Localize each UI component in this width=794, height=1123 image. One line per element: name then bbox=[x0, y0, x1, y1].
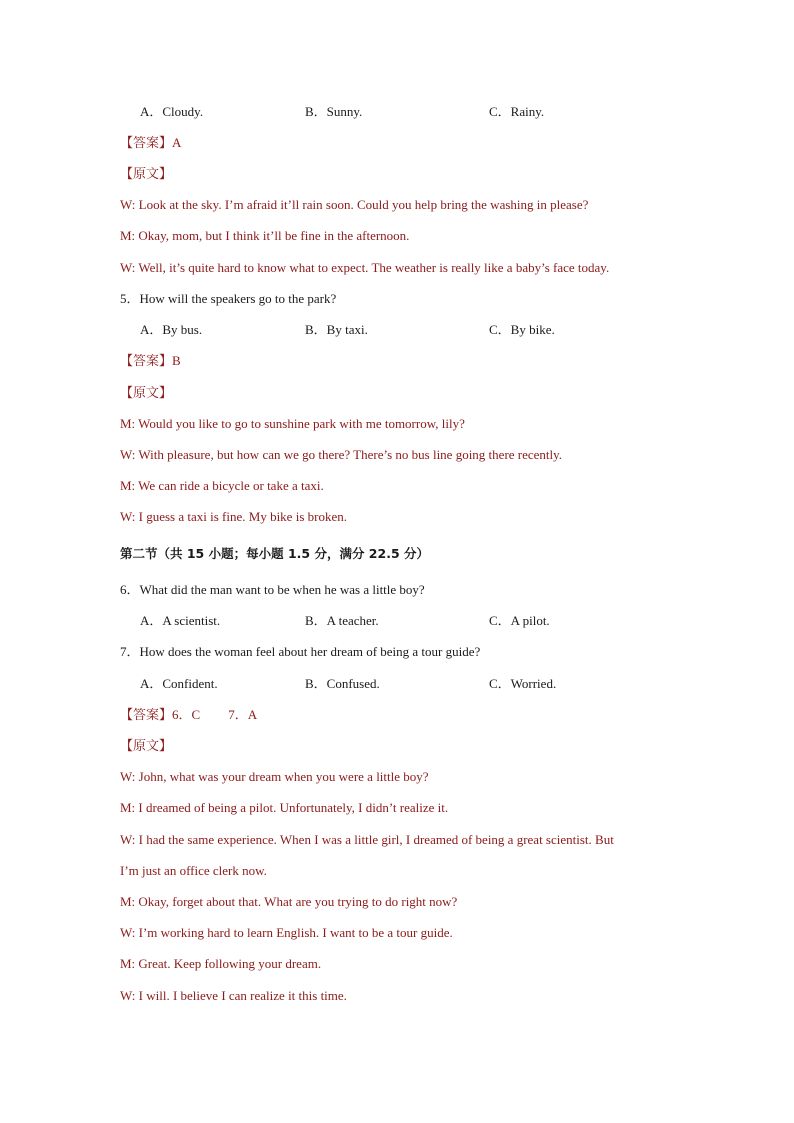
q7-option-b: B．Confused. bbox=[305, 676, 380, 691]
q5-question: 5．How will the speakers go to the park? bbox=[120, 291, 337, 306]
answer-value: A bbox=[172, 135, 182, 150]
transcript-line: W: Well, it’s quite hard to know what to expect. The weather is really like a baby’s face today. bbox=[120, 260, 610, 275]
q6-option-a: A．A scientist. bbox=[140, 613, 221, 628]
answer-label: 【答案】 bbox=[120, 707, 173, 722]
answer-label: 【答案】 bbox=[120, 135, 173, 150]
answer-value-6: 6．C bbox=[172, 707, 201, 722]
transcript-line: W: I’m working hard to learn English. I want to be a tour guide. bbox=[120, 925, 453, 940]
transcript-line: M: Okay, forget about that. What are you trying to do right now? bbox=[120, 894, 458, 909]
transcript-line: M: Great. Keep following your dream. bbox=[120, 956, 322, 971]
transcript-line: W: I had the same experience. When I was a little girl, I dreamed of being a great scientist. But bbox=[120, 832, 614, 847]
transcript-line: M: We can ride a bicycle or take a taxi. bbox=[120, 478, 324, 493]
answer-label: 【答案】 bbox=[120, 353, 173, 368]
q5-transcript-label: 【原文】 bbox=[120, 385, 173, 400]
transcript-line: W: I will. I believe I can realize it this time. bbox=[120, 988, 347, 1003]
q6-option-b: B．A teacher. bbox=[305, 613, 379, 628]
transcript-line: M: Would you like to go to sunshine park with me tomorrow, lily? bbox=[120, 416, 465, 431]
q7-option-c: C．Worried. bbox=[489, 676, 557, 691]
transcript-line: M: Okay, mom, but I think it’ll be fine in the afternoon. bbox=[120, 228, 410, 243]
transcript-line: I’m just an office clerk now. bbox=[120, 863, 267, 878]
transcript-line: W: John, what was your dream when you were a little boy? bbox=[120, 769, 429, 784]
transcript-line: W: I guess a taxi is fine. My bike is broken. bbox=[120, 509, 347, 524]
q4-option-b: B．Sunny. bbox=[305, 104, 363, 119]
transcript-line: W: Look at the sky. I’m afraid it’ll rain soon. Could you help bring the washing in please? bbox=[120, 197, 589, 212]
q4-option-a: A．Cloudy. bbox=[140, 104, 204, 119]
q6-question: 6．What did the man want to be when he was a little boy? bbox=[120, 582, 425, 597]
answer-value: B bbox=[172, 353, 181, 368]
q5-answer bbox=[120, 353, 181, 369]
q7-option-a: A．Confident. bbox=[140, 676, 218, 691]
q5-option-c: C．By bike. bbox=[489, 322, 555, 337]
q4-transcript-label: 【原文】 bbox=[120, 166, 173, 181]
q6-option-c: C．A pilot. bbox=[489, 613, 550, 628]
q5-option-a: A．By bus. bbox=[140, 322, 203, 337]
q4-option-c: C．Rainy. bbox=[489, 104, 545, 119]
transcript-line: M: I dreamed of being a pilot. Unfortunately, I didn’t realize it. bbox=[120, 800, 449, 815]
section-heading: 第二节（共 15 小题；每小题 1.5 分，满分 22.5 分） bbox=[120, 546, 429, 561]
answer-value-7: 7．A bbox=[228, 707, 258, 722]
q5-option-b: B．By taxi. bbox=[305, 322, 368, 337]
transcript-line: W: With pleasure, but how can we go there? There’s no bus line going there recently. bbox=[120, 447, 563, 462]
q7-question: 7．How does the woman feel about her dream of being a tour guide? bbox=[120, 644, 481, 659]
q67-answer bbox=[120, 707, 257, 723]
q67-transcript-label: 【原文】 bbox=[120, 738, 173, 753]
q4-answer bbox=[120, 135, 181, 151]
